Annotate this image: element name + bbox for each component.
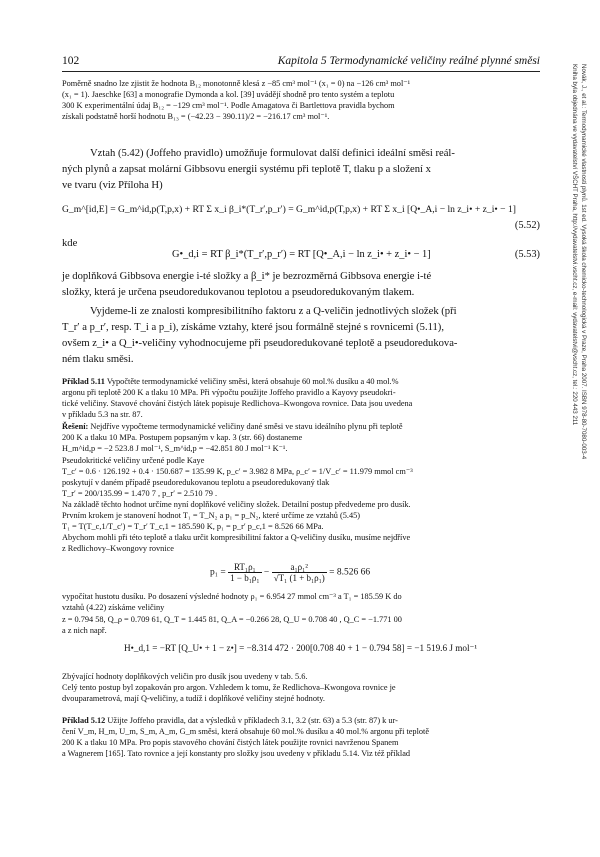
chapter-title: Kapitola 5 Termodynamické veličiny reálné plynné směsi — [277, 55, 540, 67]
example-5-11-line-2: argonu při teplotě 200 K a tlaku 10 MPa. Při výpočtu použijte Joffeho pravidlo a Kayovy pseudokri- — [62, 388, 396, 397]
header-rule — [62, 71, 540, 72]
solution-text-1: Nejdříve vypočteme termodynamické veličiny dané směsi ve stavu ideálního plynu při teplotě — [90, 422, 403, 431]
rk-fraction-1 — [228, 562, 261, 583]
para1-line-2: ných plynů a zapsat molární Gibbsovu energii systému při teplotě T, tlaku p a složení x — [62, 164, 431, 175]
solution2-line-2: vztahů (4.22) získáme veličiny — [62, 603, 165, 612]
rk-num-1: RT₁ρ₁ — [228, 562, 261, 573]
page-number: 102 — [62, 55, 80, 67]
rk-num-2: a₁ρ₁² — [272, 562, 327, 573]
solution3-line-3: dvouparametrová, mají Q-veličiny, a tudíž i doplňkové veličiny stejné hodnoty. — [62, 694, 325, 703]
solution2-line-1: vypočítat hustotu dusíku. Po dosazení výsledné hodnoty ρ₁ = 6.954 27 mmol cm⁻³ a T₁ = 185.59 K do — [62, 592, 402, 601]
para3-line-2: T_r′ a p_r′, resp. T_i a p_i), získáme vztahy, které jsou formálně stejné s rovnicemi (5.11), — [62, 322, 444, 333]
equation-rk-pressure — [210, 562, 370, 583]
solution-line-6: poskytují v daném případě pseudoredukovanou teplotu a pseudoredukovaný tlak — [62, 478, 330, 487]
solution-line-3: H_m^id,p = −2 523.8 J mol⁻¹, S_m^id,p = −42.851 80 J mol⁻¹ K⁻¹. — [62, 444, 288, 453]
solution-line-11: Abychom mohli při této teplotě a tlaku určit kompresibilitní faktor a Q-veličiny dusíku, musíme nejdříve — [62, 533, 411, 542]
solution-line-8: Na základě těchto hodnot určíme nyní doplňkové veličiny složek. Detailní postup předvedeme pro dusík. — [62, 500, 411, 509]
example-5-11-line-4: v příkladu 5.3 na str. 87. — [62, 410, 143, 419]
rk-fraction-2 — [272, 562, 327, 583]
example-5-12-line-1 — [62, 715, 398, 726]
solution-line-10: T₁ = T(T_c,1/T_c′) = T_r′ T_c,1 = 185.590 K, p₁ = p_r′ p_c,1 = 8.526 66 MPa. — [62, 522, 324, 531]
solution-line-9: Prvním krokem je stanovení hodnot T₁ = T_N₂ a p₁ = p_N₂, které určíme ze vztahů (5.45) — [62, 511, 361, 520]
solution-line-12: z Redlichovy–Kwongovy rovnice — [62, 544, 174, 553]
example-5-11-label: Příklad 5.11 — [62, 377, 105, 386]
solution-line-7: T_r′ = 200/135.99 = 1.470 7 , p_r′ = 2.510 79 . — [62, 489, 218, 498]
example-5-12-label: Příklad 5.12 — [62, 716, 106, 725]
solution-line-5: T_c′ = 0.6 · 126.192 + 0.4 · 150.687 = 135.99 K, p_c′ = 3.982 8 MPa, ρ_c′ = 1/V_c′ = 11.979 mmol cm⁻³ — [62, 467, 413, 476]
para3-line-4: ném tlaku směsi. — [62, 354, 134, 365]
example-5-11-text-1: Vypočtěte termodynamické veličiny směsi, která obsahuje 60 mol.% dusíku a 40 mol.% — [106, 377, 399, 386]
equation-hd1: H•_d,1 = −RT [Q_U• + 1 − z•] = −8.314 472 · 200[0.708 40 + 1 − 0.794 58] = −1 519.6 J mol⁻¹ — [124, 643, 478, 653]
equation-number-5-52: (5.52) — [514, 220, 540, 231]
example-5-12-line-3: 200 K a tlaku 10 MPa. Pro popis stavového chování čistých látek použijte rovnici navrženou Spanem — [62, 738, 399, 747]
solution-label: Řešení: — [62, 422, 89, 431]
para1-line-1: Vztah (5.42) (Joffeho pravidlo) umožňuje formulovat další definici ideální směsi reál- — [90, 148, 455, 159]
solution2-line-3: z = 0.794 58, Q_ρ = 0.709 61, Q_T = 1.445 81, Q_A = −0.266 28, Q_U = 0.708 40 , Q_C = −1.771 00 — [62, 615, 402, 624]
para2-line-1: je doplňková Gibbsova energie i-té složky a β_i* je bezrozměrná Gibbsova energie i-té — [62, 271, 432, 282]
equation-5-52: G_m^[id,E] = G_m^id,p(T,p,x) + RT Σ x_i β_i*(T_r′,p_r′) = G_m^id,p(T,p,x) + RT Σ x_i [Q•_A,i − ln z_i• + z_i• − 1] — [62, 204, 516, 215]
intro-line-4: získali podstatně horší hodnotu B₁₃ = (−42.23 − 390.11)/2 = −216.17 cm³ mol⁻¹. — [62, 112, 330, 121]
rk-den-1: 1 − b₁ρ₁ — [230, 573, 260, 583]
solution-line-4: Pseudokritické veličiny určené podle Kaye — [62, 456, 205, 465]
solution3-line-2: Celý tento postup byl zopakován pro argon. Vzhledem k tomu, že Redlichova–Kwongova rovnice je — [62, 683, 396, 692]
side-note-line-2: Kniha byla objednána ve vydavatelství VŠCHT Praha, http://vydavatelstvi.vscht.cz, e-mail: vydavatelstvi@vscht.cz, tel.: 220 443 211 — [571, 64, 578, 426]
example-5-11-line-1 — [62, 376, 399, 387]
example-5-12-line-4: a Wagnerem [165]. Tato rovnice a její konstanty pro složky jsou uvedeny v příkladu 5.14. Viz též příklad — [62, 749, 411, 758]
equation-number-5-53: (5.53) — [514, 249, 540, 260]
intro-line-1: Poměrně snadno lze zjistit že hodnota B₁₂ monotonně klesá z −85 cm³ mol⁻¹ (x₁ = 0) na −126 cm³ mol⁻¹ — [62, 79, 411, 88]
para3-line-3: ovšem z_i• a Q_i•-veličiny vyhodnocujeme při pseudoredukované teplotě a pseudoredukova- — [62, 338, 458, 349]
rk-lhs: p₁ = — [210, 567, 226, 578]
para2-line-2: složky, která je určena pseudoredukovanou teplotou a pseudoredukovaným tlakem. — [62, 287, 415, 298]
solution-line-2: 200 K a tlaku 10 MPa. Postupem popsaným v kap. 3 (str. 66) dostaneme — [62, 433, 303, 442]
rk-den-2: √T₁ (1 + b₁ρ₁) — [273, 573, 325, 583]
solution2-line-4: a z nich např. — [62, 626, 107, 635]
example-5-12-text-1: Užijte Joffeho pravidla, dat a výsledků v příkladech 3.1, 3.2 (str. 63) a 5.3 (str. 87) k ur- — [107, 716, 398, 725]
rk-minus: − — [263, 567, 270, 578]
equation-5-53: G•_d,i = RT β_i*(T_r′,p_r′) = RT [Q•_A,i − ln z_i• + z_i• − 1] — [172, 249, 431, 260]
side-note-line-1: Novák, J., et al.: Termodynamické vlastnosti plynů. 1st ed. Vysoká škola chemicko-technologická v Praze, Praha 2007. ISBN 978-80-7080-003-4 — [580, 64, 587, 460]
example-5-12-line-2: čení V_m, H_m, U_m, S_m, A_m, G_m směsi, která obsahuje 60 mol.% dusíku a 40 mol.% argonu při teplotě — [62, 727, 430, 736]
side-copyright-note — [566, 64, 590, 714]
solution-line-1 — [62, 421, 403, 432]
intro-line-2: (x₁ = 1). Jaeschke [63] a monografie Dymonda a kol. [39] uvádějí shodně pro tento systém a teplotu — [62, 90, 395, 99]
rk-rhs: = 8.526 66 — [329, 567, 371, 578]
example-5-11-line-3: tické veličiny. Stavové chování čistých látek popisuje Redlichova–Kwongova rovnice. Data jsou uvedena — [62, 399, 413, 408]
para1-line-3: ve tvaru (viz Příloha H) — [62, 180, 163, 191]
solution3-line-1: Zbývající hodnoty doplňkových veličin pro dusík jsou uvedeny v tab. 5.6. — [62, 672, 308, 681]
intro-line-3: 300 K experimentální údaj B₁₂ = −129 cm³ mol⁻¹. Podle Amagatova či Bartlettova pravidla bychom — [62, 101, 395, 110]
kde-label: kde — [62, 238, 78, 249]
para3-line-1: Vyjdeme-li ze znalosti kompresibilitního faktoru z a Q-veličin jednotlivých složek (při — [90, 306, 457, 317]
